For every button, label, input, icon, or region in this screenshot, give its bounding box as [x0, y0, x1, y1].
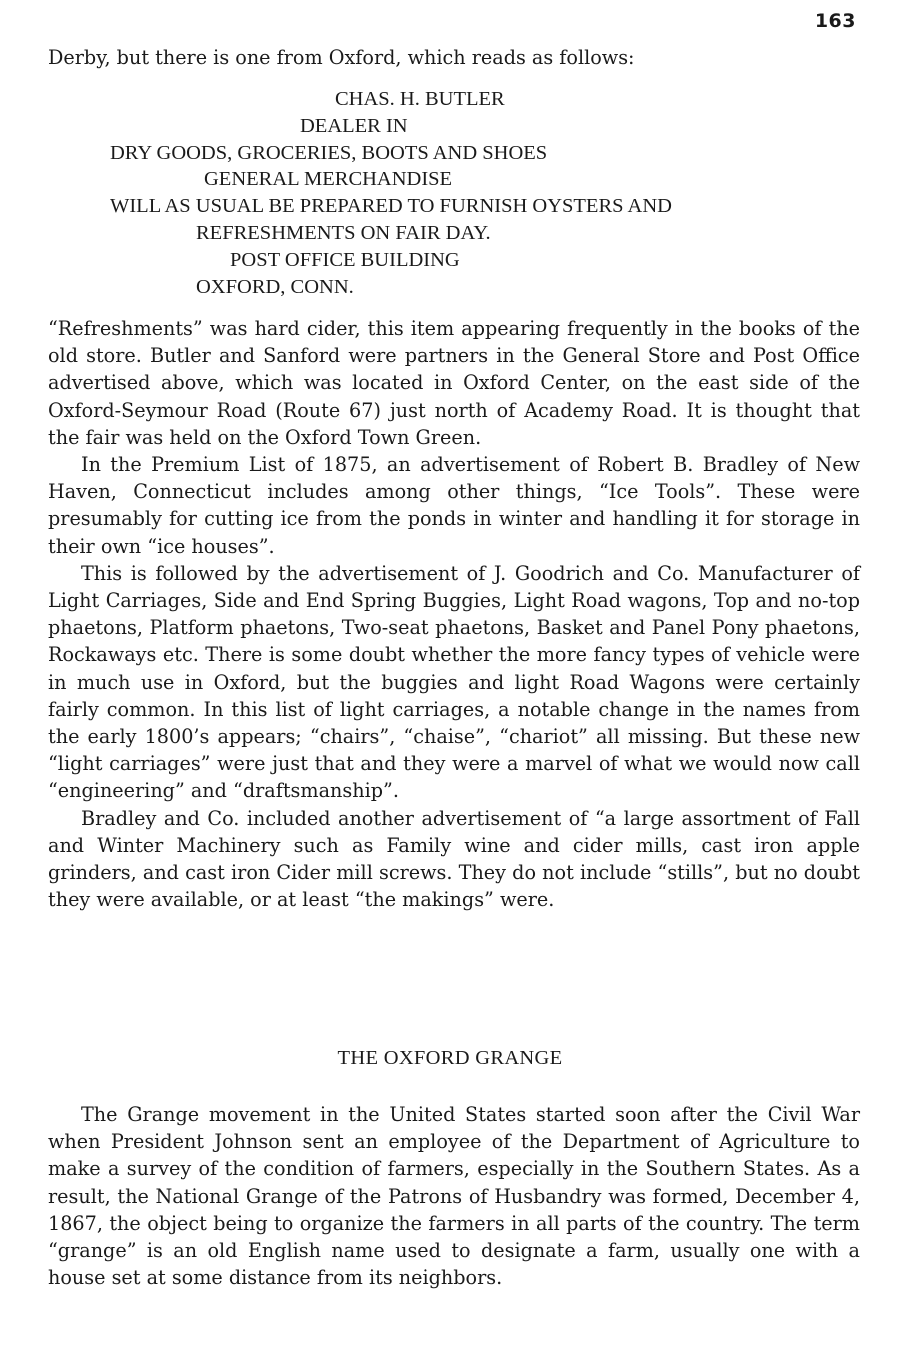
paragraph-machinery: Bradley and Co. included another advertisement of “a large assortment of Fall and Winter Machinery such as Family wine and cider mills, cast iron apple grinders, and cast iron Cider mill screws. They do not include “stills”, but no doubt they were available, or at least “the makings” were.: [48, 806, 860, 912]
ad-line-name: CHAS. H. BUTLER: [335, 88, 505, 110]
ad-line-refreshments: REFRESHMENTS ON FAIR DAY.: [196, 222, 491, 244]
grange-section: [48, 1101, 860, 1291]
intro-line: Derby, but there is one from Oxford, which reads as follows:: [48, 46, 635, 69]
section-heading: THE OXFORD GRANGE: [337, 1047, 563, 1069]
ad-line-post-office: POST OFFICE BUILDING: [230, 249, 460, 271]
ad-line-goods: DRY GOODS, GROCERIES, BOOTS AND SHOES: [110, 142, 548, 164]
paragraph-premium-list: In the Premium List of 1875, an advertisement of Robert B. Bradley of New Haven, Connecticut includes among other things, “Ice Tools”. These were presumably for cutting ice from the ponds in winter and handling it for storage in their own “ice houses”.: [48, 453, 860, 558]
page-number: 163: [814, 10, 856, 32]
ad-line-town: OXFORD, CONN.: [196, 276, 354, 298]
article-body: [48, 315, 860, 913]
paragraph-grange: The Grange movement in the United States started soon after the Civil War when President Johnson sent an employee of the Department of Agriculture to make a survey of the condition of farmers, especially in the Southern States. As a result, the National Grange of the Patrons of Husbandry was formed, December 4, 1867, the object being to organize the farmers in all parts of the country. The term “grange” is an old English name used to designate a farm, usually one with a house set at some distance from its neighbors.: [48, 1103, 860, 1290]
ad-line-oysters: WILL AS USUAL BE PREPARED TO FURNISH OYSTERS AND: [110, 195, 672, 217]
paragraph-carriages: This is followed by the advertisement of J. Goodrich and Co. Manufacturer of Light Carriages, Side and End Spring Buggies, Light Road wagons, Top and no-top phaetons, Platform phaetons, Two-seat phaetons, Basket and Panel Pony phaetons, Rockaways etc. There is some doubt whether the more fancy types of vehicle were in much use in Oxford, but the buggies and light Road Wagons were certainly fairly common. In this list of light carriages, a notable change in the names from the early 1800’s appears; “chairs”, “chaise”, “chariot” all missing. But these new “light carriages” were just that and they were a marvel of what we would now call “engineering” and “draftsmanship”.: [48, 561, 860, 803]
paragraph-refreshments: “Refreshments” was hard cider, this item appearing frequently in the books of the old store. Butler and Sanford were partners in the General Store and Post Office advertised above, which was located in Oxford Center, on the east side of the Oxford-Seymour Road (Route 67) just north of Academy Road. It is thought that the fair was held on the Oxford Town Green.: [48, 317, 860, 449]
ad-line-dealer: DEALER IN: [300, 115, 408, 137]
ad-line-merchandise: GENERAL MERCHANDISE: [204, 168, 453, 190]
